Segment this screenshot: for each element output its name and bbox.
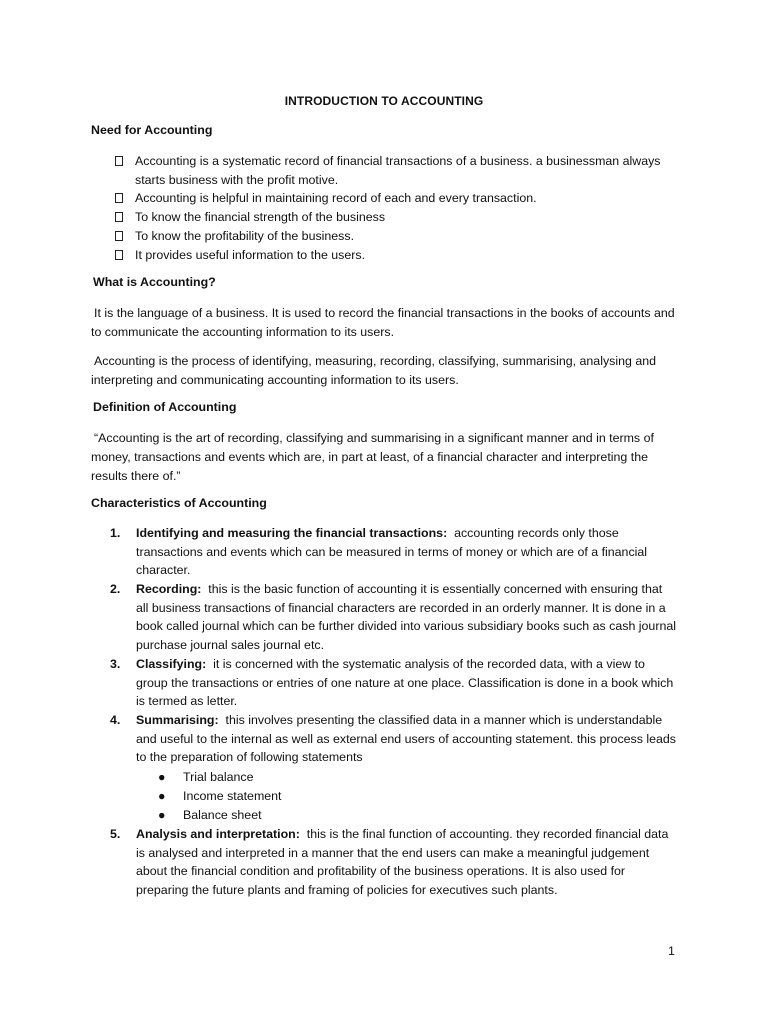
definition-quote: “Accounting is the art of recording, classifying and summarising in a significant manner and in terms of money, transactions and events which are, in part at least, of a financial character and interpreting the results there of.” <box>91 431 654 483</box>
heading-characteristics: Characteristics of Accounting <box>91 496 267 510</box>
item-term: Summarising: <box>136 713 219 727</box>
item-number: 5. <box>110 827 121 841</box>
item-number: 3. <box>110 657 121 671</box>
item-body <box>136 655 676 711</box>
item-term: Recording: <box>136 582 202 596</box>
item-number: 4. <box>110 713 121 727</box>
item-body <box>136 580 676 654</box>
item-number: 1. <box>110 526 121 540</box>
bullet-dot-icon: ● <box>158 789 166 803</box>
item-term: Analysis and interpretation: <box>136 827 300 841</box>
item-term: Identifying and measuring the financial transactions: <box>136 526 448 540</box>
bullet-box-icon <box>115 156 123 166</box>
item-number: 2. <box>110 582 121 596</box>
heading-what-is-accounting: What is Accounting? <box>93 275 216 289</box>
item-text: this is the final function of accounting. they recorded financial data is analysed and interpreted in a manner that the end users can make a meaningful judgement about the financial condition and profitability of the business operations. It is also used for preparing the future plants and framing of policies for executives such plants. <box>136 827 669 897</box>
bullet-dot-icon: ● <box>158 770 166 784</box>
bullet-text: To know the profitability of the business. <box>135 229 355 243</box>
item-text: this involves presenting the classified data in a manner which is understandable and useful to the internal as well as external end users of accounting statement. this process leads to the preparation of following statements <box>136 713 676 765</box>
bullet-box-icon <box>115 231 123 241</box>
item-body <box>136 711 676 767</box>
what-paragraph-1: It is the language of a business. It is used to record the financial transactions in the books of accounts and to communicate the accounting information to its users. <box>91 306 675 339</box>
statement-text: Trial balance <box>183 770 254 784</box>
statement-text: Income statement <box>183 789 282 803</box>
bullet-text: To know the financial strength of the business <box>135 210 386 224</box>
statement-text: Balance sheet <box>183 808 262 822</box>
bullet-text: Accounting is helpful in maintaining record of each and every transaction. <box>135 191 537 205</box>
item-text: it is concerned with the systematic analysis of the recorded data, with a view to group the transactions or entries of one nature at one place. Classification is done in a book which is termed as letter. <box>136 657 674 709</box>
heading-need-for-accounting: Need for Accounting <box>91 123 213 137</box>
heading-definition: Definition of Accounting <box>93 400 237 414</box>
item-text: accounting records only those transactions and events which can be measured in terms of money or which are of a financial character. <box>136 526 648 578</box>
page-number: 1 <box>668 944 675 958</box>
item-term: Classifying: <box>136 657 207 671</box>
item-body <box>136 825 676 899</box>
bullet-text: It provides useful information to the users. <box>135 248 366 262</box>
bullet-dot-icon: ● <box>158 808 166 822</box>
what-paragraph-2: Accounting is the process of identifying, measuring, recording, classifying, summarising, analysing and interpreting and communicating accounting information to its users. <box>91 354 656 387</box>
bullet-text: Accounting is a systematic record of financial transactions of a business. a businessman always starts business with the profit motive. <box>135 154 661 187</box>
document-title: INTRODUCTION TO ACCOUNTING <box>284 94 484 108</box>
bullet-box-icon <box>115 250 123 260</box>
item-text: this is the basic function of accounting it is essentially concerned with ensuring that all business transactions of financial characters are recorded in an orderly manner. It is done in a book called journal which can be further divided into various subsidiary books such as cash journal purchase journal sales journal etc. <box>136 582 676 652</box>
bullet-box-icon <box>115 193 123 203</box>
bullet-box-icon <box>115 212 123 222</box>
item-body <box>136 524 676 580</box>
